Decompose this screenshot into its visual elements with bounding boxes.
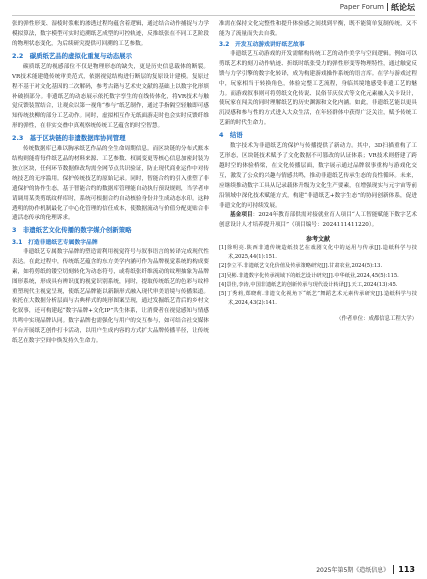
section-heading-2-2: 2.2 碳质纸艺品的虚拟化重复与动态展示 — [12, 51, 132, 60]
paragraph-2-3: 传统数据库已难以胸承纸艺作品的全生命周期信息。而区块链的分布式账本结构则能将每件纸艺品的材料来源、工艺参数、权属变更等核心信息加密封装为独立区块，任何环节数据修改均需全网节点共识验证，防止现代商业运作中对传统技艺的无序滥用。保护传统技艺的原始记录。同时，智能合约的引入重塑了非遗保护的协作生态，基于智能合约的数据库管理能自动执行预设规则，当学者申请调用某类剪纸纹样库时，系统可根据合约自动核验身份并生成动态水印。这种透明的协作机制最化了中心化管理的信任成本，使数据流动与价值分配更贴合非遗活态传承的伦理诉求。 — [12, 146, 209, 222]
page-header — [0, 0, 427, 14]
section-heading-3-2: 3.2 开发互动游戏讲好纸艺故事 — [219, 41, 305, 48]
section-heading-2-3: 2.3 基于区块链的非遗数据库协同管理 — [12, 133, 126, 142]
paragraph-continued: 张的弹性形变、湿棱时浆帐的渗透过程均蕴含着逻辑，通过结合动作捕捉与力学模拟算法，数字模型可实时追溯纸艺成型的可控轨迹，反推纸张在不同工艺阶段的物理状态变化，为后续研究提供可回溯的工艺参数。 — [12, 21, 209, 47]
reference-item: [1]徐明亮.陕西非遗传统造纸技艺在戏剧文化中的运用与传承[J].造纸科学与技术,2025,44(1):151. — [219, 245, 417, 261]
paragraph-3-1: 非遗纸艺专属数字品牌的塑造需利用视觉符号与叙事语言的转译完成现代性表达。在此过程中，传统纸艺蕴含的东方美学内涵可作为品牌视觉系统的构成要素，如将剪纸的镂空切刻转化为动态符号，或将纸张纤维流动的纹理抽象为品牌图形系统，形成具有辨识度的视觉识别系统，同时，提取传统纸艺的色彩与纹样重塑现代主视觉呈现，使纸艺品牌能以新颖形式融入现代审美语境与传播渠道。依托在大数据分析层面与古典样式的纯形图案呈现，通过发掘纸艺背后的乡村文化叙事，还可构建起“数字品牌+文化IP”共生体系，让消费者在视觉感知与情感共鸣中实现品牌认同。数字品牌也需强化与用户的交互参与，如可结合社交媒体平台开展纸艺创作打卡活动，以用户生成内容的方式扩大品牌传播半径，让传统纸艺在数字空间中焕发持久生命力。 — [12, 249, 209, 344]
references-list — [219, 244, 417, 308]
paragraph-2-2: 碳质纸艺的视感部位不仅是物理形态的缺失，更是历史信息载体的断裂。VR技术能建缝传统审美范式，依据视觉结构进行断层的复原设计建模。复原过程不基于对文化基因的二次解码，参考古籍与艺术史文献的基础上以数字化形填补破损部分。非遗纸艺的动态展示依托数字孪生的在线传体化，将VR技术与触觉反馈装置结合，让观众以第一视角“参与”纸艺制作，通过手指隔空轻触即可感知传统扶柳的部分工艺动作。同时，虚拟相互作无纸面游走时也会实时反馈纤维形的弹性，在非实交叠中真观察统传统工艺蕴含的时空智慧。 — [12, 64, 209, 130]
references-title: 参考文献 — [305, 236, 330, 244]
paragraph-conclusion: 数字技术为非遗纸艺的保护与传播提供了新动力。其中，3D扫描重构了工艺形态，区块链技术赋予了文化数据不可篡改的认证体系；VR技术则搭建了跨越时空的体验桥梁，在文化传播层面，数字展示通过品牌叙事重构与游戏化交互，激发了公众的兴趣与情感共鸣，推动非遗纸艺传承生态的良性循环。未来，应继续推动数字工具从记录载体升级为文化生产要素，在增强现实与元宇宙等前沿领域中深化技术赋能方式，构建“非遗纸艺+数字生态”的协同创新体系，促进非遗文化的可持续发展。 — [219, 143, 417, 209]
author-affiliation: （作者单位：成都信息工程大学） — [336, 316, 417, 323]
reference-item: [3]吴彬.非遗数字化传承视域下的纸艺设计研究[J].中华纸业,2024,45(5):115. — [219, 272, 399, 279]
issue-label: 2025年第5期《造纸信息》 — [316, 566, 390, 574]
header-rule — [12, 15, 415, 16]
reference-item: [4]景佳,李涛,中国非遗纸艺的创新传承与现代设计转译[J].天工,2024(13):45. — [219, 281, 398, 288]
page-footer — [0, 559, 427, 579]
reference-item: [2]李立平.非遗纸艺文化价值及传承策略研究[J].甘肃农业,2024(5):13. — [219, 263, 383, 270]
left-column — [12, 20, 209, 556]
journal-column-cn: 纸论坛 — [391, 2, 415, 12]
paragraph-continued-right: 准需在保持文化完整性和提升体验感之间找到平衡，既不能简单复制传统，又不能为了流量而失去自我。 — [219, 21, 417, 37]
fund-note — [219, 211, 417, 231]
header-divider — [387, 3, 388, 11]
section-heading-4: 4 结语 — [219, 130, 243, 139]
section-heading-3-1: 3.1 打造非遗纸艺专属数字品牌 — [12, 239, 98, 246]
reference-item: [5]丁秀莉,郑晓莉.非遗文化视角下“纸艺”舞蹈艺术元素传承研究[J].造纸科学与技术,2024,43(2):141. — [219, 291, 417, 307]
section-heading-3: 3 非遗纸艺文化传播的数字媒介创新策略 — [12, 226, 132, 235]
fund-label: 基金项目 — [230, 212, 253, 219]
footer-divider — [393, 565, 394, 574]
journal-column-en: Paper Forum — [339, 3, 384, 11]
paragraph-3-2: 非遗纸艺互动游戏的开发需解构传统工艺的动作美学与空间逻辑。例如可以剪纸艺术的刻刀动作轨迹、折纸时纸张受力的弹性形变等物理特性，通过触觉反馈与力学引擎的数字化转译，成为构建游戏操作系统的语言库。在学与游戏过程中，玩家相当于转换角色，体验完整工艺流程，身临其境地感受非遗工艺的魅力。而游戏叙事则可将剪纸文化传说、民俗节庆仪式等文化元素融入关卡设计，使玩家在闯关的同时理解纸艺的历史渊源和文化内涵。如此，非遗纸艺能以更具沉浸感和参与性的方式进入大众生活，在年轻群体中获得广泛关注，赋予传统工艺新的时代生命力。 — [219, 51, 417, 127]
page-number: 113 — [398, 564, 415, 574]
fund-text: ：2024年教育部供需对接就业育人项目“人工智能赋能下数字艺术创意设计人才培养提升项目”（项目编号：2024111411220）。 — [219, 212, 417, 229]
right-column — [219, 20, 417, 556]
